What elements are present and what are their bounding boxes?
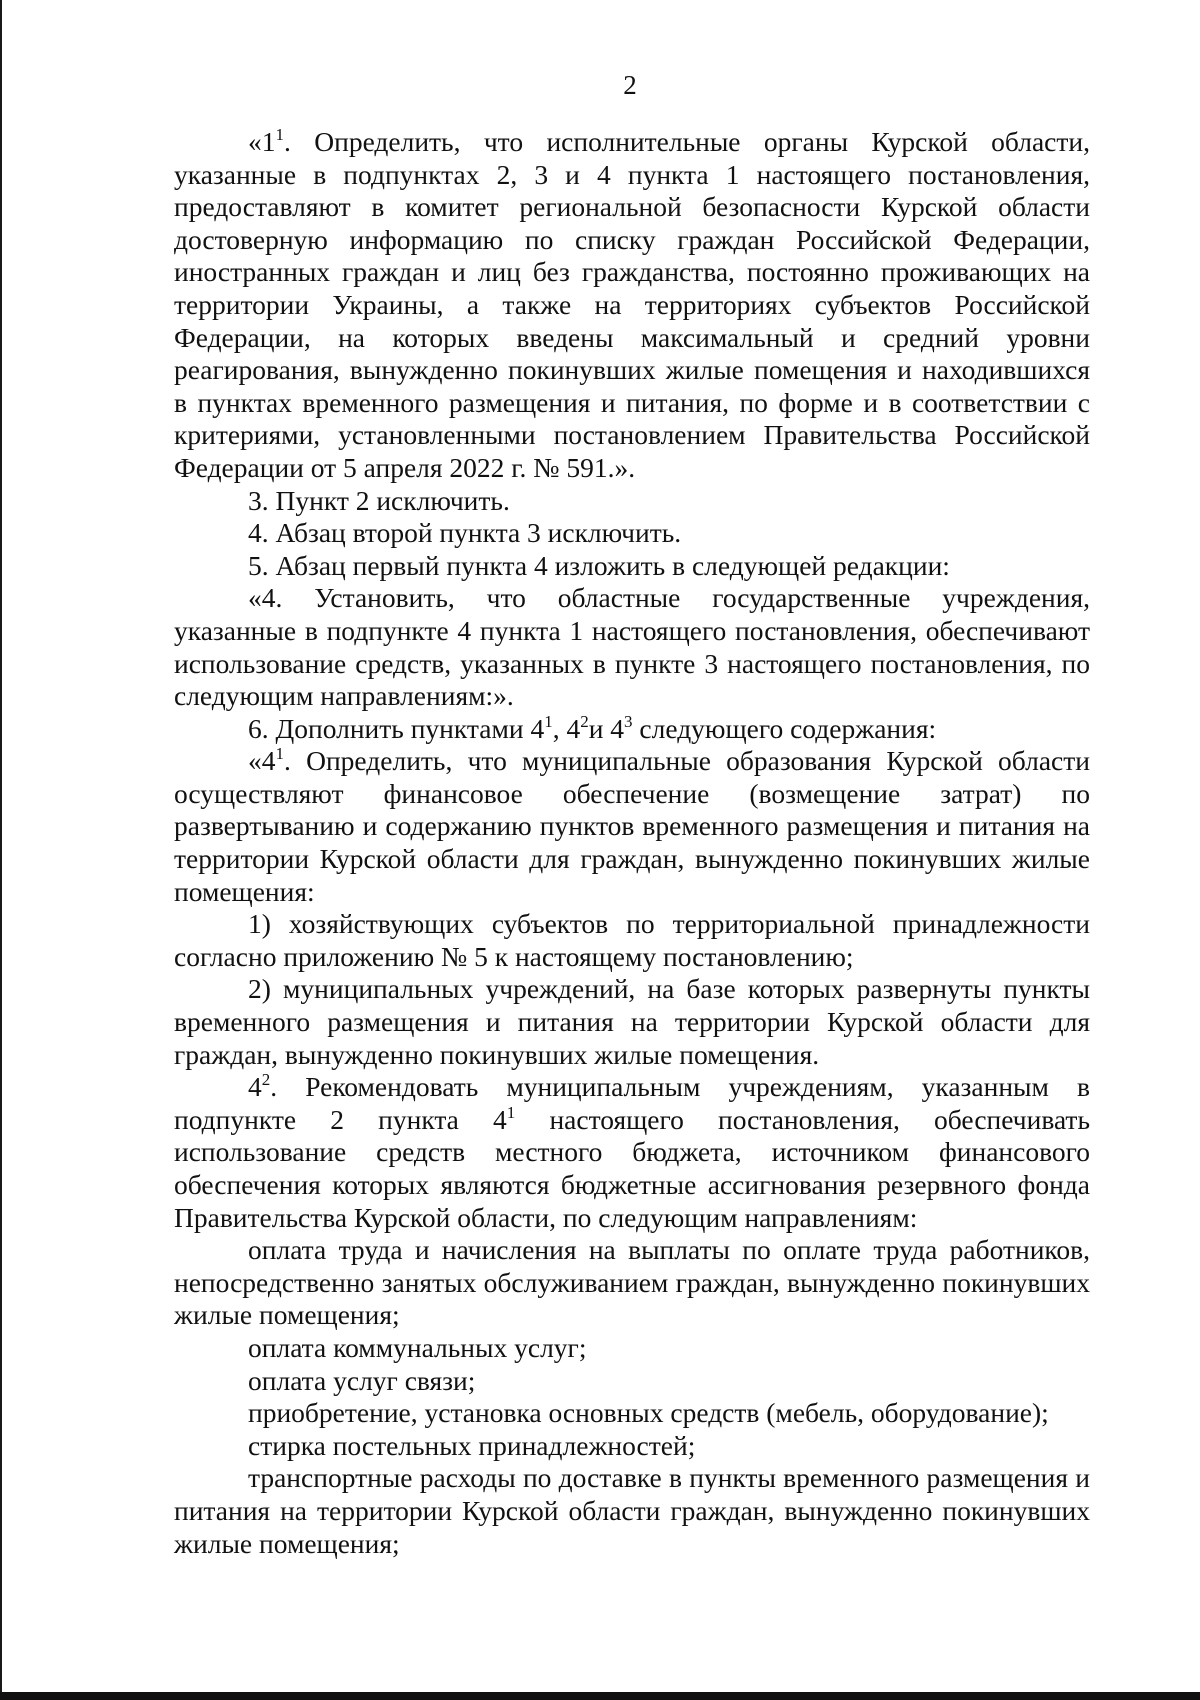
direction-item: приобретение, установка основных средств (мебель, оборудование); (248, 1397, 1049, 1429)
paragraph-4-1 (174, 745, 1090, 908)
paragraph-text: . Определить, что муниципальные образования Курской области осуществляют финансовое обеспечение (возмещение затрат) по развертыванию и содержанию пунктов временного размещения и питания на территории Курской области для граждан, вынужденно покинувших жилые помещения: (174, 745, 1090, 907)
superscript: 3 (624, 711, 633, 731)
direction-item: транспортные расходы по доставке в пункты временного размещения и питания на территории Курской области граждан, вынужденно покинувших жилые помещения; (174, 1462, 1090, 1559)
document-body (174, 126, 1090, 1560)
direction-item: стирка постельных принадлежностей; (248, 1429, 696, 1461)
paragraph-item-5: 5. Абзац первый пункта 4 изложить в следующей редакции: (248, 549, 950, 581)
paragraph-prefix: «4 (248, 745, 276, 777)
direction-item: оплата коммунальных услуг; (248, 1331, 587, 1363)
subitem-1: 1) хозяйствующих субъектов по территориальной принадлежности согласно приложению № 5 к настоящему постановлению; (174, 908, 1090, 972)
superscript: 2 (261, 1070, 271, 1090)
paragraph-text: настоящего постановления, обеспечивать использование средств местного бюджета, источником финансового обеспечения которых являются бюджетные ассигнования резервного фонда Правительства Курской области, по следующим направлениям: (174, 1103, 1090, 1233)
paragraph-text: и 4 (588, 712, 625, 744)
paragraph-item-6 (174, 713, 1090, 746)
paragraph-item-3: 3. Пункт 2 исключить. (248, 484, 510, 516)
scan-edge-bottom (0, 1692, 1200, 1700)
superscript: 2 (580, 711, 589, 731)
paragraph-prefix: 4 (248, 1071, 262, 1103)
superscript: 1 (506, 1102, 516, 1122)
direction-item: оплата услуг связи; (248, 1364, 476, 1396)
paragraph-1-1 (174, 126, 1090, 485)
paragraph-text: следующего содержания: (632, 712, 937, 744)
page-number: 2 (623, 70, 637, 100)
subitem-2: 2) муниципальных учреждений, на базе которых развернуты пункты временного размещения и питания на территории Курской области для граждан, вынужденно покинувших жилые помещения. (174, 973, 1090, 1070)
direction-item: оплата труда и начисления на выплаты по оплате труда работников, непосредственно занятых обслуживанием граждан, вынужденно покинувших жилые помещения; (174, 1234, 1090, 1331)
paragraph-text: . Рекомендовать муниципальным учреждениям, указанным в подпункте 2 пункта 4 (174, 1071, 1090, 1135)
superscript: 1 (275, 744, 284, 764)
superscript: 1 (544, 711, 553, 731)
paragraph-prefix: «1 (248, 126, 276, 157)
paragraph-4-2 (174, 1071, 1090, 1234)
scan-edge-left (0, 0, 2, 1700)
paragraph-text: . Определить, что исполнительные органы Курской области, указанные в подпунктах 2, 3 и 4 пункта 1 настоящего постановления, предоставляют в комитет региональной безопасности Курской области достоверную информацию по списку граждан Российской Федерации, иностранных граждан и лиц без гражданства, постоянно проживающих на территории Украины, а также на территориях субъектов Российской Федерации, на которых введены максимальный и средний уровни реагирования, вынужденно покинувших жилые помещения и находившихся в пунктах временного размещения и питания, по форме и в соответствии с критериями, установленными постановлением Правительства Российской Федерации от 5 апреля 2022 г. № 591.». (174, 126, 1090, 483)
paragraph-text: 6. Дополнить пунктами 4 (248, 712, 545, 744)
paragraph-item-4: 4. Абзац второй пункта 3 исключить. (248, 517, 682, 549)
superscript: 1 (275, 125, 284, 144)
paragraph-text: , 4 (552, 712, 581, 744)
paragraph-item-4-new-text: «4. Установить, что областные государственные учреждения, указанные в подпункте 4 пункта 1 настоящего постановления, обеспечивают использование средств, указанных в пункте 3 настоящего постановления, по следующим направлениям:». (174, 582, 1090, 712)
